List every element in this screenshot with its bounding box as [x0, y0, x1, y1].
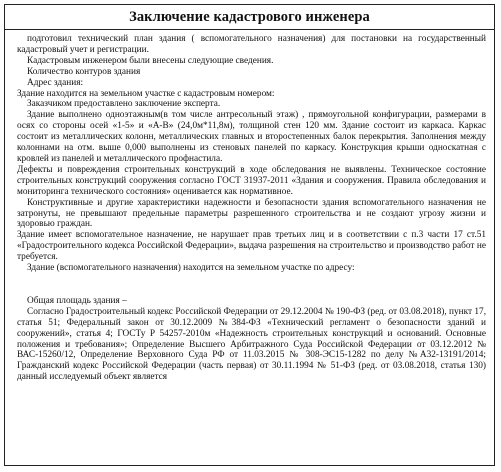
- paragraph-land-plot-address: Здание (вспомогательного назначения) находится на земельном участке по адресу:: [27, 263, 355, 274]
- document-title: Заключение кадастрового инженера: [129, 8, 370, 25]
- document-frame: [4, 4, 495, 466]
- paragraph-building-description: Здание выполнено одноэтажным(в том числе антресольный этаж) , прямоугольной конфигурации, размерами в осях со стороны осей «1-5» и «А-В» (24,0м*11,8м), толщиной стен 120 мм. Здание состоит из каркаса. Каркас состоит из металлических колонн, металлических главных и второстепенных балок перекрытия. Заполнения между колоннами на отм. выше 0,000 выполнены из стеновых панелей по каркасу. Конструкция крыши односкатная с кровлей из панелей и металлического профнастила.: [17, 110, 486, 164]
- paragraph-defects: Дефекты и повреждения строительных конструкций в ходе обследования не выявлены. Техническое состояние строительных конструкций сооружения согласно ГОСТ 31937-2011 «Здания и сооружения. Правила обследования и мониторинга технического состояния» оценивается как нормативное.: [17, 164, 486, 197]
- paragraph-expert-conclusion: Заказчиком предоставлено заключение эксперта.: [27, 99, 221, 110]
- paragraph-auxiliary-purpose: Здание имеет вспомогательное назначение, не нарушает прав третьих лиц и в соответствии с п.3 части 17 ст.51 «Градостроительного кодекса Российской Федерации», выдача разрешения на строительство и производство работ не требуется.: [17, 230, 486, 263]
- paragraph-entered-info: Кадастровым инженером были внесены следующие сведения.: [27, 55, 274, 66]
- paragraph-address: Адрес здания:: [27, 77, 84, 88]
- paragraph-total-area: Общая площадь здания –: [27, 295, 127, 306]
- blank-space: [17, 274, 486, 296]
- document-body: [5, 30, 494, 383]
- paragraph-cadastral-number: Здание находится на земельном участке с кадастровым номером:: [17, 88, 275, 99]
- title-row: [5, 5, 494, 30]
- paragraph-legal-basis: Согласно Градостроительный кодекс Российской Федерации от 29.12.2004 № 190-ФЗ (ред. от 03.08.2018), пункт 17, статья 51; Федеральный закон от 30.12.2009 №384-ФЗ «Технический регламент о безопасности зданий и сооружений», статья 4; ГОСТу Р 54257-2010м «Надежность строительных конструкций и оснований. Основные положения и требования»; Определение Высшего Арбитражного Суда Российской Федерации от 03.12.2012 № ВАС-15260/12, Определение Верховного Суда РФ от 11.03.2015 № 308-ЭС15-1282 по делу №А32-13191/2014; Гражданский кодекс Российской Федерации (часть первая) от 30.11.1994 № 51-ФЗ (ред. от 03.08.2018, статья 130) данный исследуемый объект является: [17, 306, 487, 383]
- paragraph-reliability: Конструктивные и другие характеристики надежности и безопасности здания вспомогательного назначения не затронуты, не превышают предельные параметры разрешенного строительства и не создают угрозу жизни и здоровью граждан.: [17, 197, 486, 230]
- paragraph-contour-count: Количество контуров здания: [27, 66, 141, 77]
- paragraph-intro: подготовил технический план здания ( вспомогательного назначения) для постановки на государственный кадастровый учет и регистрации.: [17, 34, 486, 55]
